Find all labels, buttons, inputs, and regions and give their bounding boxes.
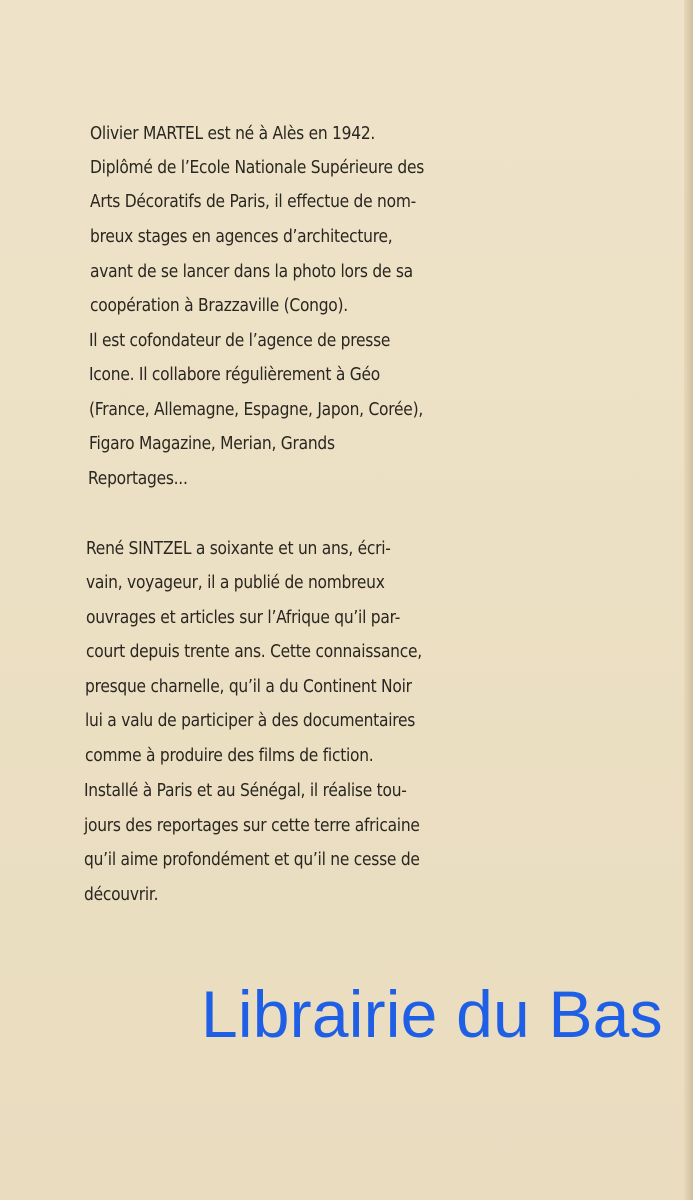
watermark-text: Librairie du Bas [201, 977, 663, 1051]
bio-line: comme à produire des films de fiction. [85, 745, 374, 766]
bio-line: breux stages en agences d’architecture, [90, 226, 393, 247]
bio-line: Arts Décoratifs de Paris, il effectue de nom- [90, 191, 416, 212]
bio-line: Icone. Il collabore régulièrement à Géo [89, 364, 380, 385]
bio-line: ouvrages et articles sur l’Afrique qu’il par- [86, 607, 401, 628]
bio-line: Diplômé de l’Ecole Nationale Supérieure des [90, 157, 425, 178]
bio-line: jours des reportages sur cette terre africaine [84, 815, 420, 836]
bio-line: Installé à Paris et au Sénégal, il réalise tou- [84, 780, 407, 801]
bio-line: Il est cofondateur de l’agence de presse [89, 330, 391, 351]
bio-line: René SINTZEL a soixante et un ans, écri- [86, 538, 391, 559]
bio-line: Olivier MARTEL est né à Alès en 1942. [90, 123, 376, 144]
bio-line: court depuis trente ans. Cette connaissance, [86, 641, 422, 662]
bio-line: Figaro Magazine, Merian, Grands [89, 433, 335, 454]
bio-line: (France, Allemagne, Espagne, Japon, Corée), [89, 399, 424, 420]
bio-line: qu’il aime profondément et qu’il ne cesse de [84, 849, 420, 870]
bio-line: Reportages... [88, 468, 188, 489]
bio-line: presque charnelle, qu’il a du Continent Noir [85, 676, 412, 697]
bio-line: coopération à Brazzaville (Congo). [90, 295, 348, 316]
bio-line: découvrir. [84, 884, 159, 905]
bio-line: vain, voyageur, il a publié de nombreux [86, 572, 385, 593]
bio-line: avant de se lancer dans la photo lors de sa [90, 261, 413, 282]
bio-line: lui a valu de participer à des documentaires [85, 710, 416, 731]
